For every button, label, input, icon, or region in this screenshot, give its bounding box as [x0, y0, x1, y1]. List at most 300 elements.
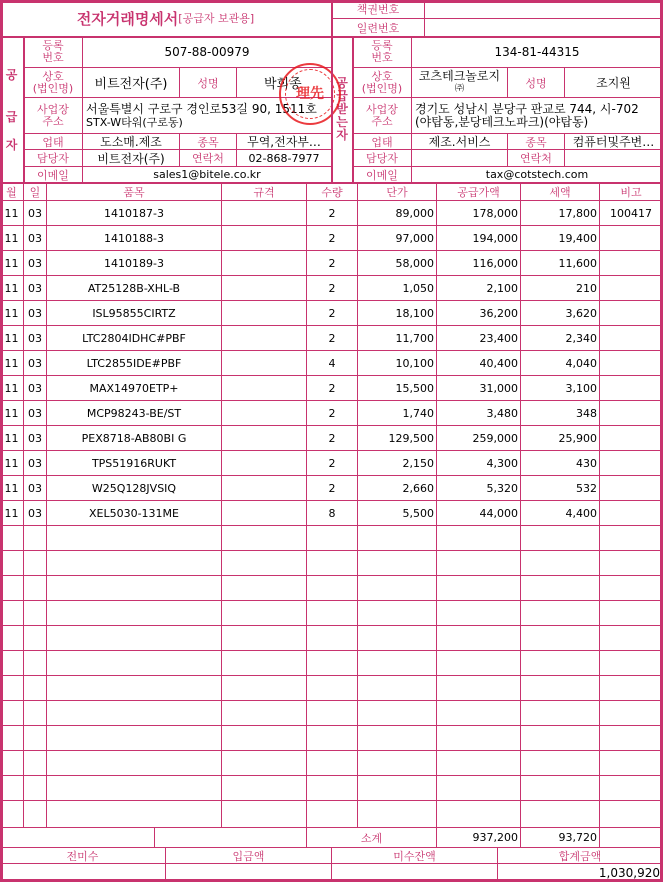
table-cell-unit-price: 5,500: [358, 501, 437, 526]
table-cell-unit-price: 11,700: [358, 326, 437, 351]
column-header-day: 일: [24, 183, 47, 201]
side-char: 급: [336, 89, 348, 103]
empty-cell-qty: [307, 701, 358, 726]
summary-value-prev-unpaid: [0, 864, 166, 882]
empty-cell-spec: [222, 626, 307, 651]
serial-no-label: 일련번호: [332, 19, 425, 37]
empty-cell-note: [600, 626, 663, 651]
table-cell-qty: 2: [307, 476, 358, 501]
empty-cell-item: [47, 626, 222, 651]
empty-cell-spec: [222, 676, 307, 701]
empty-cell-day: [24, 551, 47, 576]
empty-cell-supply-amount: [437, 626, 521, 651]
empty-cell-supply-amount: [437, 526, 521, 551]
table-cell-spec: [222, 301, 307, 326]
empty-cell-qty: [307, 676, 358, 701]
column-header-unit-price: 단가: [358, 183, 437, 201]
label-line: 주소: [42, 114, 64, 128]
column-header-supply-amount: 공급가액: [437, 183, 521, 201]
table-cell-unit-price: 58,000: [358, 251, 437, 276]
empty-cell-month: [0, 551, 24, 576]
empty-cell-tax: [521, 626, 600, 651]
table-cell-spec: [222, 501, 307, 526]
empty-cell-day: [24, 751, 47, 776]
table-cell-qty: 2: [307, 201, 358, 226]
empty-cell-unit-price: [358, 526, 437, 551]
table-cell-month: 11: [0, 276, 24, 301]
table-cell-unit-price: 1,050: [358, 276, 437, 301]
table-cell-spec: [222, 326, 307, 351]
empty-cell-note: [600, 676, 663, 701]
empty-cell-spec: [222, 551, 307, 576]
table-cell-tax: 3,100: [521, 376, 600, 401]
divider: [23, 37, 25, 183]
table-cell-day: 03: [24, 401, 47, 426]
subtotal-blank-1: [0, 828, 155, 848]
table-cell-note: [600, 376, 663, 401]
empty-cell-day: [24, 626, 47, 651]
table-cell-qty: 2: [307, 401, 358, 426]
table-cell-item: AT25128B-XHL-B: [47, 276, 222, 301]
supplier-name: 박희종: [237, 68, 332, 98]
label-line: 등록: [42, 39, 64, 52]
empty-cell-tax: [521, 601, 600, 626]
summary-value-balance: [332, 864, 498, 882]
supplier-address-label: [24, 98, 83, 134]
address-line: STX-W타워(구로동): [86, 115, 183, 129]
column-header-tax: 세액: [521, 183, 600, 201]
empty-cell-month: [0, 651, 24, 676]
table-cell-tax: 430: [521, 451, 600, 476]
table-cell-supply-amount: 40,400: [437, 351, 521, 376]
table-cell-supply-amount: 116,000: [437, 251, 521, 276]
empty-cell-qty: [307, 626, 358, 651]
table-cell-tax: 17,800: [521, 201, 600, 226]
empty-cell-qty: [307, 576, 358, 601]
divider: [352, 37, 354, 183]
empty-cell-day: [24, 576, 47, 601]
table-cell-spec: [222, 251, 307, 276]
receiver-company-label: [353, 68, 412, 98]
table-cell-qty: 2: [307, 276, 358, 301]
empty-cell-unit-price: [358, 776, 437, 801]
side-char: 급: [5, 109, 18, 124]
summary-value-total: 1,030,920: [498, 864, 663, 882]
subtotal-label: 소계: [307, 828, 437, 848]
table-cell-spec: [222, 226, 307, 251]
table-cell-supply-amount: 2,100: [437, 276, 521, 301]
table-cell-supply-amount: 31,000: [437, 376, 521, 401]
table-cell-item: 1410188-3: [47, 226, 222, 251]
empty-cell-spec: [222, 601, 307, 626]
column-header-spec: 규격: [222, 183, 307, 201]
table-cell-note: [600, 251, 663, 276]
subtotal-supply: 937,200: [437, 828, 521, 848]
table-cell-month: 11: [0, 251, 24, 276]
table-cell-day: 03: [24, 501, 47, 526]
label-line: 상호: [42, 69, 64, 83]
table-cell-unit-price: 89,000: [358, 201, 437, 226]
title-sub: [공급자 보관용]: [178, 12, 255, 25]
table-cell-month: 11: [0, 351, 24, 376]
label-line: 주소: [371, 114, 393, 128]
table-cell-month: 11: [0, 501, 24, 526]
empty-cell-supply-amount: [437, 651, 521, 676]
empty-cell-unit-price: [358, 651, 437, 676]
empty-cell-spec: [222, 701, 307, 726]
empty-cell-unit-price: [358, 676, 437, 701]
table-cell-spec: [222, 451, 307, 476]
table-cell-tax: 4,040: [521, 351, 600, 376]
empty-cell-tax: [521, 551, 600, 576]
table-cell-note: [600, 476, 663, 501]
address-line: 서울특별시 구로구 경인로53길 90, 1511호: [86, 101, 317, 116]
table-cell-unit-price: 1,740: [358, 401, 437, 426]
empty-cell-supply-amount: [437, 701, 521, 726]
supplier-biz-type: 도소매.제조: [83, 134, 180, 150]
table-cell-supply-amount: 23,400: [437, 326, 521, 351]
empty-cell-item: [47, 701, 222, 726]
table-cell-spec: [222, 376, 307, 401]
table-cell-tax: 2,340: [521, 326, 600, 351]
empty-cell-item: [47, 726, 222, 751]
receiver-biz-item-label: 종목: [508, 134, 565, 150]
subtotal-tax: 93,720: [521, 828, 600, 848]
empty-cell-month: [0, 576, 24, 601]
empty-cell-spec: [222, 776, 307, 801]
supplier-biz-type-label: 업태: [24, 134, 83, 150]
table-cell-day: 03: [24, 426, 47, 451]
empty-cell-tax: [521, 776, 600, 801]
empty-cell-qty: [307, 751, 358, 776]
empty-cell-day: [24, 776, 47, 801]
empty-cell-note: [600, 801, 663, 828]
supplier-manager: 비트전자(주): [83, 150, 180, 167]
table-cell-item: TPS51916RUKT: [47, 451, 222, 476]
book-no-value: [425, 0, 663, 19]
table-cell-note: [600, 426, 663, 451]
empty-cell-month: [0, 526, 24, 551]
receiver-name: 조지원: [565, 68, 663, 98]
table-cell-note: [600, 226, 663, 251]
table-cell-month: 11: [0, 301, 24, 326]
table-cell-unit-price: 129,500: [358, 426, 437, 451]
receiver-email-label: 이메일: [353, 167, 412, 183]
empty-cell-item: [47, 801, 222, 828]
table-cell-item: LTC2855IDE#PBF: [47, 351, 222, 376]
empty-cell-month: [0, 626, 24, 651]
table-cell-day: 03: [24, 301, 47, 326]
empty-cell-day: [24, 801, 47, 828]
stamp-text: 理先: [296, 86, 324, 102]
empty-cell-spec: [222, 726, 307, 751]
empty-cell-item: [47, 776, 222, 801]
column-header-item: 품목: [47, 183, 222, 201]
summary-label-deposit: 입금액: [166, 848, 332, 864]
empty-cell-day: [24, 726, 47, 751]
supplier-side-label: [0, 37, 24, 183]
supplier-manager-label: 담당자: [24, 150, 83, 167]
subtotal-note: [600, 828, 663, 848]
empty-cell-note: [600, 601, 663, 626]
table-cell-supply-amount: 36,200: [437, 301, 521, 326]
receiver-contact: [565, 150, 663, 167]
address-line: (야탑동,분당테크노파크)(야탑동): [415, 114, 589, 129]
empty-cell-qty: [307, 526, 358, 551]
empty-cell-tax: [521, 801, 600, 828]
table-cell-spec: [222, 351, 307, 376]
table-cell-note: [600, 276, 663, 301]
table-cell-tax: 348: [521, 401, 600, 426]
table-cell-item: MCP98243-BE/ST: [47, 401, 222, 426]
receiver-name-label: 성명: [508, 68, 565, 98]
table-cell-day: 03: [24, 326, 47, 351]
supplier-biz-item: 무역,전자부…: [237, 134, 332, 150]
table-cell-unit-price: 10,100: [358, 351, 437, 376]
table-cell-item: 1410189-3: [47, 251, 222, 276]
table-cell-unit-price: 2,660: [358, 476, 437, 501]
empty-cell-qty: [307, 651, 358, 676]
empty-cell-item: [47, 651, 222, 676]
empty-cell-spec: [222, 751, 307, 776]
divider: [331, 0, 333, 183]
empty-cell-day: [24, 701, 47, 726]
empty-cell-qty: [307, 601, 358, 626]
summary-label-balance: 미수잔액: [332, 848, 498, 864]
company-line: ㈜: [454, 83, 464, 94]
empty-cell-item: [47, 551, 222, 576]
table-cell-day: 03: [24, 201, 47, 226]
empty-cell-spec: [222, 526, 307, 551]
table-cell-unit-price: 15,500: [358, 376, 437, 401]
empty-cell-spec: [222, 651, 307, 676]
table-cell-qty: 2: [307, 451, 358, 476]
empty-cell-tax: [521, 676, 600, 701]
column-header-qty: 수량: [307, 183, 358, 201]
receiver-address: [412, 98, 663, 134]
empty-cell-unit-price: [358, 801, 437, 828]
book-no-label: 책권번호: [332, 0, 425, 19]
table-cell-qty: 2: [307, 301, 358, 326]
side-char: 자: [336, 128, 348, 142]
empty-cell-item: [47, 601, 222, 626]
receiver-biz-type-label: 업태: [353, 134, 412, 150]
table-cell-note: [600, 451, 663, 476]
empty-cell-tax: [521, 576, 600, 601]
label-line: 등록: [371, 39, 393, 52]
table-cell-month: 11: [0, 426, 24, 451]
supplier-company-label: [24, 68, 83, 98]
table-cell-qty: 2: [307, 226, 358, 251]
receiver-address-label: [353, 98, 412, 134]
table-cell-qty: 2: [307, 251, 358, 276]
table-cell-qty: 4: [307, 351, 358, 376]
table-cell-note: [600, 351, 663, 376]
address-line: 경기도 성남시 분당구 판교로 744, 시-702: [415, 101, 639, 116]
empty-cell-qty: [307, 726, 358, 751]
table-cell-supply-amount: 4,300: [437, 451, 521, 476]
empty-cell-month: [0, 701, 24, 726]
empty-cell-unit-price: [358, 626, 437, 651]
table-cell-item: 1410187-3: [47, 201, 222, 226]
side-char: 공: [336, 76, 348, 90]
supplier-email: sales1@bitele.co.kr: [83, 167, 332, 183]
empty-cell-supply-amount: [437, 576, 521, 601]
table-cell-supply-amount: 44,000: [437, 501, 521, 526]
summary-value-deposit: [166, 864, 332, 882]
side-char: 자: [5, 137, 18, 152]
receiver-contact-label: 연락처: [508, 150, 565, 167]
label-line: (법인명): [361, 81, 403, 95]
empty-cell-month: [0, 751, 24, 776]
table-cell-day: 03: [24, 376, 47, 401]
column-header-month: 월: [0, 183, 24, 201]
empty-cell-note: [600, 576, 663, 601]
label-line: 사업장: [37, 102, 69, 116]
table-cell-day: 03: [24, 351, 47, 376]
receiver-biz-type: 제조.서비스: [412, 134, 508, 150]
table-cell-unit-price: 2,150: [358, 451, 437, 476]
empty-cell-item: [47, 751, 222, 776]
empty-cell-day: [24, 526, 47, 551]
table-cell-month: 11: [0, 376, 24, 401]
table-cell-day: 03: [24, 251, 47, 276]
supplier-reg-no-label: [24, 37, 83, 68]
label-line: 번호: [371, 51, 393, 64]
table-cell-qty: 2: [307, 326, 358, 351]
empty-cell-month: [0, 776, 24, 801]
column-header-note: 비고: [600, 183, 663, 201]
empty-cell-qty: [307, 776, 358, 801]
label-line: 번호: [42, 51, 64, 64]
empty-cell-month: [0, 676, 24, 701]
table-cell-qty: 2: [307, 426, 358, 451]
table-cell-month: 11: [0, 326, 24, 351]
empty-cell-note: [600, 726, 663, 751]
empty-cell-tax: [521, 726, 600, 751]
table-cell-supply-amount: 259,000: [437, 426, 521, 451]
table-cell-tax: 532: [521, 476, 600, 501]
empty-cell-spec: [222, 801, 307, 828]
side-char: 는: [336, 115, 348, 129]
supplier-email-label: 이메일: [24, 167, 83, 183]
empty-cell-item: [47, 576, 222, 601]
table-cell-month: 11: [0, 476, 24, 501]
table-cell-spec: [222, 401, 307, 426]
table-cell-day: 03: [24, 276, 47, 301]
empty-cell-day: [24, 601, 47, 626]
empty-cell-supply-amount: [437, 551, 521, 576]
label-line: 사업장: [366, 102, 398, 116]
table-cell-spec: [222, 426, 307, 451]
table-cell-item: PEX8718-AB80BI G: [47, 426, 222, 451]
supplier-contact-label: 연락처: [180, 150, 237, 167]
empty-cell-unit-price: [358, 751, 437, 776]
receiver-manager: [412, 150, 508, 167]
summary-label-prev-unpaid: 전미수: [0, 848, 166, 864]
table-cell-item: LTC2804IDHC#PBF: [47, 326, 222, 351]
side-char: 공: [5, 67, 18, 82]
table-cell-supply-amount: 5,320: [437, 476, 521, 501]
company-line: 코츠테크놀로지: [418, 68, 501, 83]
empty-cell-unit-price: [358, 576, 437, 601]
empty-cell-month: [0, 801, 24, 828]
summary-label-total: 합계금액: [498, 848, 663, 864]
empty-cell-day: [24, 651, 47, 676]
empty-cell-tax: [521, 526, 600, 551]
table-cell-spec: [222, 276, 307, 301]
table-cell-item: MAX14970ETP+: [47, 376, 222, 401]
empty-cell-note: [600, 651, 663, 676]
supplier-name-label: 성명: [180, 68, 237, 98]
empty-cell-qty: [307, 801, 358, 828]
table-cell-note: 100417: [600, 201, 663, 226]
empty-cell-supply-amount: [437, 601, 521, 626]
empty-cell-note: [600, 526, 663, 551]
side-char: 받: [336, 102, 348, 116]
empty-cell-supply-amount: [437, 751, 521, 776]
table-cell-tax: 25,900: [521, 426, 600, 451]
empty-cell-supply-amount: [437, 676, 521, 701]
empty-cell-qty: [307, 551, 358, 576]
empty-cell-unit-price: [358, 551, 437, 576]
table-cell-item: XEL5030-131ME: [47, 501, 222, 526]
table-cell-supply-amount: 194,000: [437, 226, 521, 251]
empty-cell-tax: [521, 701, 600, 726]
empty-cell-supply-amount: [437, 726, 521, 751]
table-cell-item: ISL95855CIRTZ: [47, 301, 222, 326]
empty-cell-tax: [521, 751, 600, 776]
table-cell-month: 11: [0, 451, 24, 476]
serial-no-value: [425, 19, 663, 37]
table-cell-unit-price: 97,000: [358, 226, 437, 251]
receiver-reg-no-label: [353, 37, 412, 68]
table-cell-unit-price: 18,100: [358, 301, 437, 326]
supplier-contact: 02-868-7977: [237, 150, 332, 167]
empty-cell-day: [24, 676, 47, 701]
table-cell-day: 03: [24, 476, 47, 501]
supplier-company: 비트전자(주): [83, 68, 180, 98]
empty-cell-item: [47, 676, 222, 701]
table-cell-tax: 11,600: [521, 251, 600, 276]
subtotal-blank-2: [155, 828, 307, 848]
table-cell-spec: [222, 201, 307, 226]
table-cell-day: 03: [24, 226, 47, 251]
empty-cell-unit-price: [358, 701, 437, 726]
table-cell-item: W25Q128JVSIQ: [47, 476, 222, 501]
table-cell-month: 11: [0, 201, 24, 226]
empty-cell-supply-amount: [437, 801, 521, 828]
empty-cell-item: [47, 526, 222, 551]
table-cell-tax: 19,400: [521, 226, 600, 251]
document-title: [0, 0, 332, 37]
label-line: 상호: [371, 69, 393, 83]
empty-cell-unit-price: [358, 726, 437, 751]
supplier-biz-item-label: 종목: [180, 134, 237, 150]
empty-cell-month: [0, 726, 24, 751]
empty-cell-note: [600, 776, 663, 801]
empty-cell-month: [0, 601, 24, 626]
table-cell-tax: 3,620: [521, 301, 600, 326]
table-cell-month: 11: [0, 401, 24, 426]
receiver-reg-no: 134-81-44315: [412, 37, 663, 68]
table-cell-month: 11: [0, 226, 24, 251]
empty-cell-note: [600, 701, 663, 726]
receiver-company: [412, 68, 508, 98]
label-line: (법인명): [32, 81, 74, 95]
table-cell-tax: 210: [521, 276, 600, 301]
table-cell-day: 03: [24, 451, 47, 476]
